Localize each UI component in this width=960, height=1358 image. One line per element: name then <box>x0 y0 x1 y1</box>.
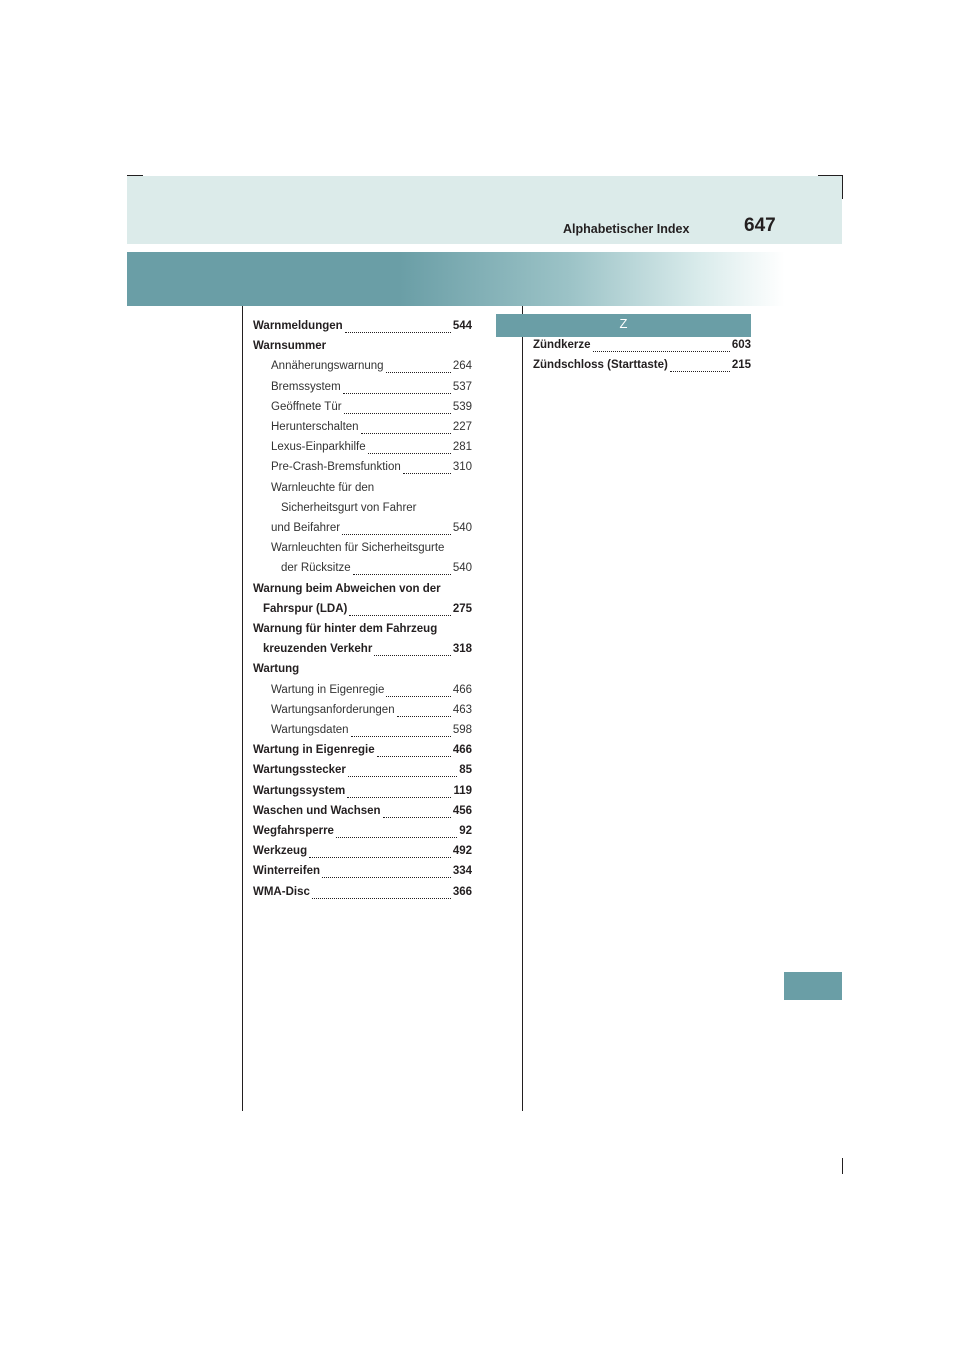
index-entry-page: 334 <box>452 865 472 878</box>
index-entry-page: 537 <box>452 380 472 393</box>
index-entry <box>533 359 751 377</box>
crop-mark <box>842 175 843 199</box>
crop-mark <box>842 1158 843 1174</box>
dot-leader <box>403 472 451 474</box>
index-entry <box>271 704 472 722</box>
index-heading: Warnleuchten für Sicherheitsgurte <box>271 542 445 555</box>
index-entry-label: Zündkerze <box>533 339 591 351</box>
index-heading: Warnung beim Abweichen von der <box>253 582 441 595</box>
index-entry-label: Wartungssystem <box>253 784 346 797</box>
dot-leader <box>383 816 451 818</box>
index-entry-page: 281 <box>452 441 472 454</box>
index-entry-label: Wartungsdaten <box>271 724 349 736</box>
dot-leader <box>348 775 457 777</box>
dot-leader <box>374 654 451 656</box>
index-entry-page: 466 <box>452 683 472 696</box>
index-entry-page: 463 <box>452 703 472 716</box>
decorative-gradient-bar <box>127 252 842 306</box>
dot-leader <box>312 897 451 899</box>
index-entry-label: Pre-Crash-Bremsfunktion <box>271 461 401 474</box>
index-entry-page: 318 <box>452 643 472 656</box>
index-heading: Warnleuchte für den <box>271 481 375 494</box>
index-entry <box>271 522 472 540</box>
index-entry-label: und Beifahrer <box>271 522 341 534</box>
index-entry-page: 544 <box>452 320 472 332</box>
middle-column-rule <box>522 306 523 1111</box>
index-entry-page: 598 <box>452 724 472 736</box>
index-entry-page: 492 <box>452 845 472 858</box>
index-entry-page: 85 <box>459 764 472 777</box>
dot-leader <box>309 856 451 858</box>
index-entry <box>253 805 472 823</box>
header-band <box>127 176 842 244</box>
index-entry-label: Wartungsstecker <box>253 764 346 777</box>
page-number: 647 <box>744 215 776 236</box>
dot-leader <box>386 695 450 697</box>
index-entry <box>253 764 472 782</box>
dot-leader <box>593 350 730 352</box>
dot-leader <box>342 533 451 535</box>
index-entry-label: Zündschloss (Starttaste) <box>533 359 668 372</box>
index-entry-page: 275 <box>452 602 472 615</box>
index-entry-page: 366 <box>452 885 472 898</box>
index-entry <box>263 603 472 621</box>
dot-leader <box>349 614 450 616</box>
dot-leader <box>344 412 451 414</box>
index-entry <box>253 744 472 762</box>
index-entry-page: 310 <box>452 461 472 474</box>
index-entry <box>253 865 472 883</box>
index-entry <box>253 320 472 338</box>
section-header-z: Z <box>496 314 751 337</box>
index-entry <box>271 381 472 399</box>
dot-leader <box>345 331 451 333</box>
index-entry-page: 540 <box>452 522 472 534</box>
index-entry-label: Lexus-Einparkhilfe <box>271 441 366 454</box>
index-entry-page: 119 <box>453 784 472 797</box>
index-entry-label: Warnmeldungen <box>253 320 343 332</box>
index-entry-label: Wegfahrsperre <box>253 825 334 837</box>
dot-leader <box>386 371 451 373</box>
index-entry-label: Wartung in Eigenregie <box>271 683 385 696</box>
dot-leader <box>336 836 457 838</box>
index-entry <box>271 401 472 419</box>
index-entry-label: Werkzeug <box>253 845 308 858</box>
index-entry-label: der Rücksitze <box>281 562 351 575</box>
index-heading: Sicherheitsgurt von Fahrer <box>281 501 417 514</box>
index-entry <box>271 684 472 702</box>
index-entry <box>533 339 751 357</box>
index-entry-page: 92 <box>459 825 472 837</box>
index-entry <box>271 421 472 439</box>
index-entry <box>271 441 472 459</box>
index-entry-label: Bremssystem <box>271 380 341 393</box>
index-entry-page: 264 <box>452 360 472 373</box>
index-entry-label: Winterreifen <box>253 865 320 878</box>
index-entry-page: 466 <box>452 744 472 757</box>
left-column-rule <box>242 306 243 1111</box>
index-entry <box>271 360 472 378</box>
index-entry <box>253 785 472 803</box>
dot-leader <box>377 755 451 757</box>
index-entry <box>253 845 472 863</box>
dot-leader <box>361 432 451 434</box>
index-entry-label: kreuzenden Verkehr <box>263 643 373 656</box>
index-entry <box>271 724 472 742</box>
index-entry <box>263 643 472 661</box>
index-entry-page: 456 <box>452 804 472 817</box>
index-entry-page: 227 <box>452 421 472 433</box>
index-entry <box>271 461 472 479</box>
index-heading: Warnsummer <box>253 340 327 353</box>
dot-leader <box>343 392 451 394</box>
index-heading: Wartung <box>253 663 300 676</box>
index-entry-label: Geöffnete Tür <box>271 400 342 413</box>
dot-leader <box>351 735 451 737</box>
index-entry-page: 603 <box>731 339 751 351</box>
index-entry <box>253 825 472 843</box>
index-entry <box>281 562 472 580</box>
index-entry-page: 539 <box>452 400 472 413</box>
index-entry-page: 215 <box>731 359 751 372</box>
dot-leader <box>670 370 730 372</box>
index-entry-label: Herunterschalten <box>271 421 359 433</box>
index-entry-label: WMA-Disc <box>253 885 310 898</box>
dot-leader <box>347 796 451 798</box>
side-tab <box>784 972 842 1000</box>
index-entry-label: Wartung in Eigenregie <box>253 744 375 757</box>
header-title: Alphabetischer Index <box>563 222 690 236</box>
index-heading: Warnung für hinter dem Fahrzeug <box>253 623 438 635</box>
dot-leader <box>397 715 451 717</box>
index-entry-label: Wartungsanforderungen <box>271 703 395 716</box>
dot-leader <box>368 452 451 454</box>
index-entry-label: Annäherungswarnung <box>271 360 384 373</box>
dot-leader <box>322 876 451 878</box>
index-entry <box>253 886 472 904</box>
index-entry-label: Fahrspur (LDA) <box>263 602 348 615</box>
dot-leader <box>353 573 451 575</box>
index-entry-page: 540 <box>452 562 472 575</box>
index-entry-label: Waschen und Wachsen <box>253 804 381 817</box>
